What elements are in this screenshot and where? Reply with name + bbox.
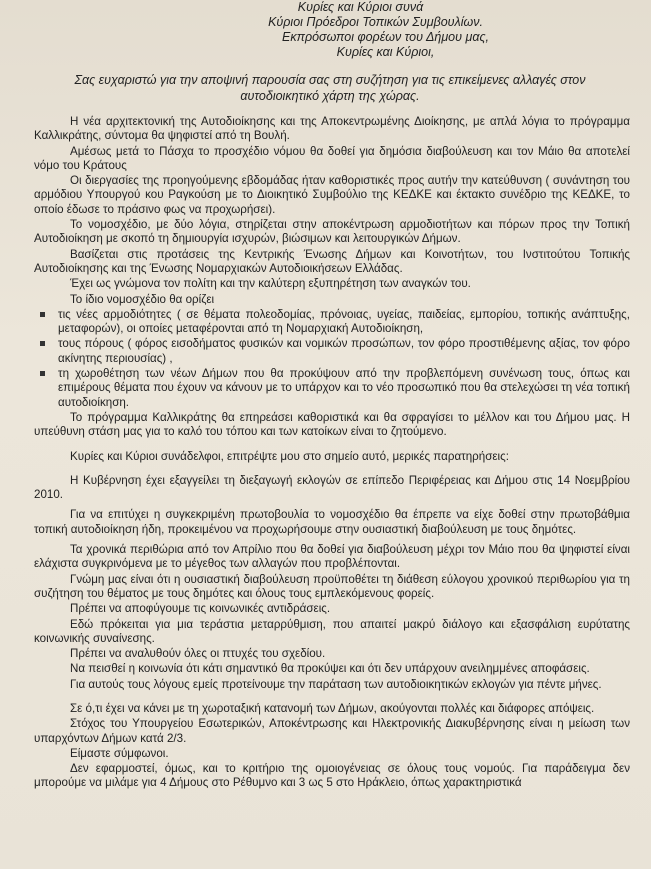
- paragraph: Τα χρονικά περιθώρια από τον Απρίλιο που θα δοθεί για διαβούλευση μέχρι τον Μάιο που θα ψηφιστεί είναι ελάχιστα συγκρινόμενα με το μέγεθος των αλλαγών που προβλέπονται.: [34, 543, 630, 571]
- salutation-line: Κύριοι Πρόεδροι Τοπικών Συμβουλίων.: [268, 15, 483, 29]
- paragraph: Πρέπει να αποφύγουμε τις κοινωνικές αντιδράσεις.: [70, 602, 331, 616]
- salutation-block: [0, 0, 651, 60]
- bullet-text: τους πόρους ( φόρος εισοδήματος φυσικών και νομικών προσώπων, τον φόρο προστιθέμενης αξίας, τον φόρο ακίνητης περιουσίας) ,: [58, 337, 630, 365]
- document-body: [34, 115, 630, 792]
- salutation-line: Κυρίες και Κύριοι συνά: [297, 0, 424, 14]
- paragraph: Για να επιτύχει η συγκεκριμένη πρωτοβουλία το νομοσχέδιο θα έπρεπε να είχε δοθεί στην πρωτοβάθμια τοπική αυτοδιοίκηση ήδη, προκειμένου να προχωρήσουμε στην ουσιαστική διαβούλευση με τους δημότες.: [34, 508, 630, 536]
- paragraph: Το ίδιο νομοσχέδιο θα ορίζει: [70, 292, 215, 306]
- paragraph: Το νομοσχέδιο, με δύο λόγια, στηρίζεται στην αποκέντρωση αρμοδιοτήτων και πόρων προς την Τοπική Αυτοδιοίκηση με σκοπό τη δημιουργία ισχυρών, βιώσιμων και λειτουργικών Δήμων.: [34, 218, 630, 246]
- opening-heading: Σας ευχαριστώ για την αποψινή παρουσία σας στη συζήτηση για τις επικείμενες αλλαγές στον αυτοδιοικητικό χάρτη της χώρας.: [74, 73, 586, 103]
- bullet-icon: [40, 312, 45, 317]
- spacer: [34, 465, 630, 474]
- paragraph: Να πεισθεί η κοινωνία ότι κάτι σημαντικό θα προκύψει και ότι δεν υπάρχουν ανειλημμένες αποφάσεις.: [70, 662, 590, 676]
- bullet-icon: [40, 371, 45, 376]
- salutation-line: Κυρίες και Κύριοι,: [336, 45, 435, 59]
- bullet-icon: [40, 341, 45, 346]
- bullet-text: τη χωροθέτηση των νέων Δήμων που θα προκύψουν από την προβλεπόμενη συνένωση τους, όπως και επιμέρους θέματα που έχουν να κάνουν με το υπάρχον και το νέο προσωπικό που θα στελεχώσει τη νέα τοπική αυτοδιοίκηση.: [58, 367, 630, 409]
- bullet-item: [34, 337, 630, 366]
- section-intro: Κυρίες και Κύριοι συνάδελφοι, επιτρέψτε μου στο σημείο αυτό, μερικές παρατηρήσεις:: [70, 449, 509, 463]
- bullet-text: τις νέες αρμοδιότητες ( σε θέματα πολεοδομίας, πρόνοιας, υγείας, παιδείας, εμπορίου, τοπικής ανάπτυξης, μεταφορών), οι οποίες μεταφέρονται από τη Νομαρχιακή Αυτοδιοίκηση,: [58, 307, 630, 336]
- spacer: [34, 441, 630, 450]
- bullet-item: [34, 308, 630, 337]
- paragraph: Το πρόγραμμα Καλλικράτης θα επηρεάσει καθοριστικά και θα σφραγίσει το μέλλον και του Δήμου μας. Η υπεύθυνη στάση μας για το καλό του τόπου και των κατοίκων είναι το ζητούμενο.: [34, 410, 630, 439]
- paragraph: Οι διεργασίες της προηγούμενης εβδομάδας ήταν καθοριστικές προς αυτήν την κατεύθυνση ( συνάντηση του αρμόδιου Υπουργού κου Ραγκούση με το Διοικητικό Συμβούλιο της ΚΕΔΚΕ και έκτακτο συνέδριο της ΚΕΔΚΕ, το οποίο έδωσε το πράσινο φως να προχωρήσει).: [34, 174, 630, 216]
- paragraph: Γνώμη μας είναι ότι η ουσιαστική διαβούλευση προϋποθέτει τη διάθεση εύλογου χρονικού περιθωρίου για τη συζήτηση του θέματος με τους δημότες και όλους τους εμπλεκόμενους φορείς.: [34, 572, 630, 600]
- paragraph: Βασίζεται στις προτάσεις της Κεντρικής Ένωσης Δήμων και Κοινοτήτων, του Ινστιτούτου Τοπικής Αυτοδιοίκησης και της Ένωσης Νομαρχιακών Αυτοδιοικήσεων Ελλάδας.: [34, 247, 630, 275]
- paragraph: Πρέπει να αναλυθούν όλες οι πτυχές του σχεδίου.: [70, 647, 326, 661]
- bullet-item: [34, 367, 630, 410]
- paragraph: Εδώ πρόκειται για μια τεράστια μεταρρύθμιση, που απαιτεί μακρύ διάλογο και εξασφάλιση ευρύτατης κοινωνικής συναίνεσης.: [34, 617, 630, 645]
- paragraph: Είμαστε σύμφωνοι.: [70, 746, 169, 760]
- paragraph: Δεν εφαρμοστεί, όμως, και το κριτήριο της ομοιογένειας σε όλους τους νομούς. Για παράδειγμα δεν μπορούμε να μιλάμε για 4 Δήμους στο Ρέθυμνο και 3 ως 5 στο Ηράκλειο, όπως χαρακτηριστικά: [34, 762, 630, 790]
- paragraph: Στόχος του Υπουργείου Εσωτερικών, Αποκέντρωσης και Ηλεκτρονικής Διακυβέρνησης είναι η μείωση των υπαρχόντων Δήμων κατά 2/3.: [34, 717, 630, 745]
- salutation-line: Εκπρόσωποι φορέων του Δήμου μας,: [281, 30, 490, 44]
- paragraph: Αμέσως μετά το Πάσχα το προσχέδιο νόμου θα δοθεί για δημόσια διαβούλευση και τον Μάιο θα αποτελεί νόμο του Κράτους: [34, 144, 630, 172]
- paragraph: Έχει ως γνώμονα τον πολίτη και την καλύτερη εξυπηρέτηση των αναγκών του.: [70, 277, 471, 291]
- paragraph: Σε ό,τι έχει να κάνει με τη χωροταξική κατανομή των Δήμων, ακούγονται πολλές και διάφορες απόψεις.: [70, 701, 595, 715]
- paragraph: Η νέα αρχιτεκτονική της Αυτοδιοίκησης και της Αποκεντρωμένης Διοίκησης, με απλά λόγια το πρόγραμμα Καλλικράτης, σύντομα θα ψηφιστεί από τη Βουλή.: [34, 115, 630, 143]
- paragraph: Η Κυβέρνηση έχει εξαγγείλει τη διεξαγωγή εκλογών σε επίπεδο Περιφέρειας και Δήμου στις 14 Νοεμβρίου 2010.: [34, 473, 630, 502]
- paragraph: Για αυτούς τους λόγους εμείς προτείνουμε την παράταση των αυτοδιοικητικών εκλογών για πέντε μήνες.: [70, 677, 602, 691]
- spacer: [34, 693, 630, 702]
